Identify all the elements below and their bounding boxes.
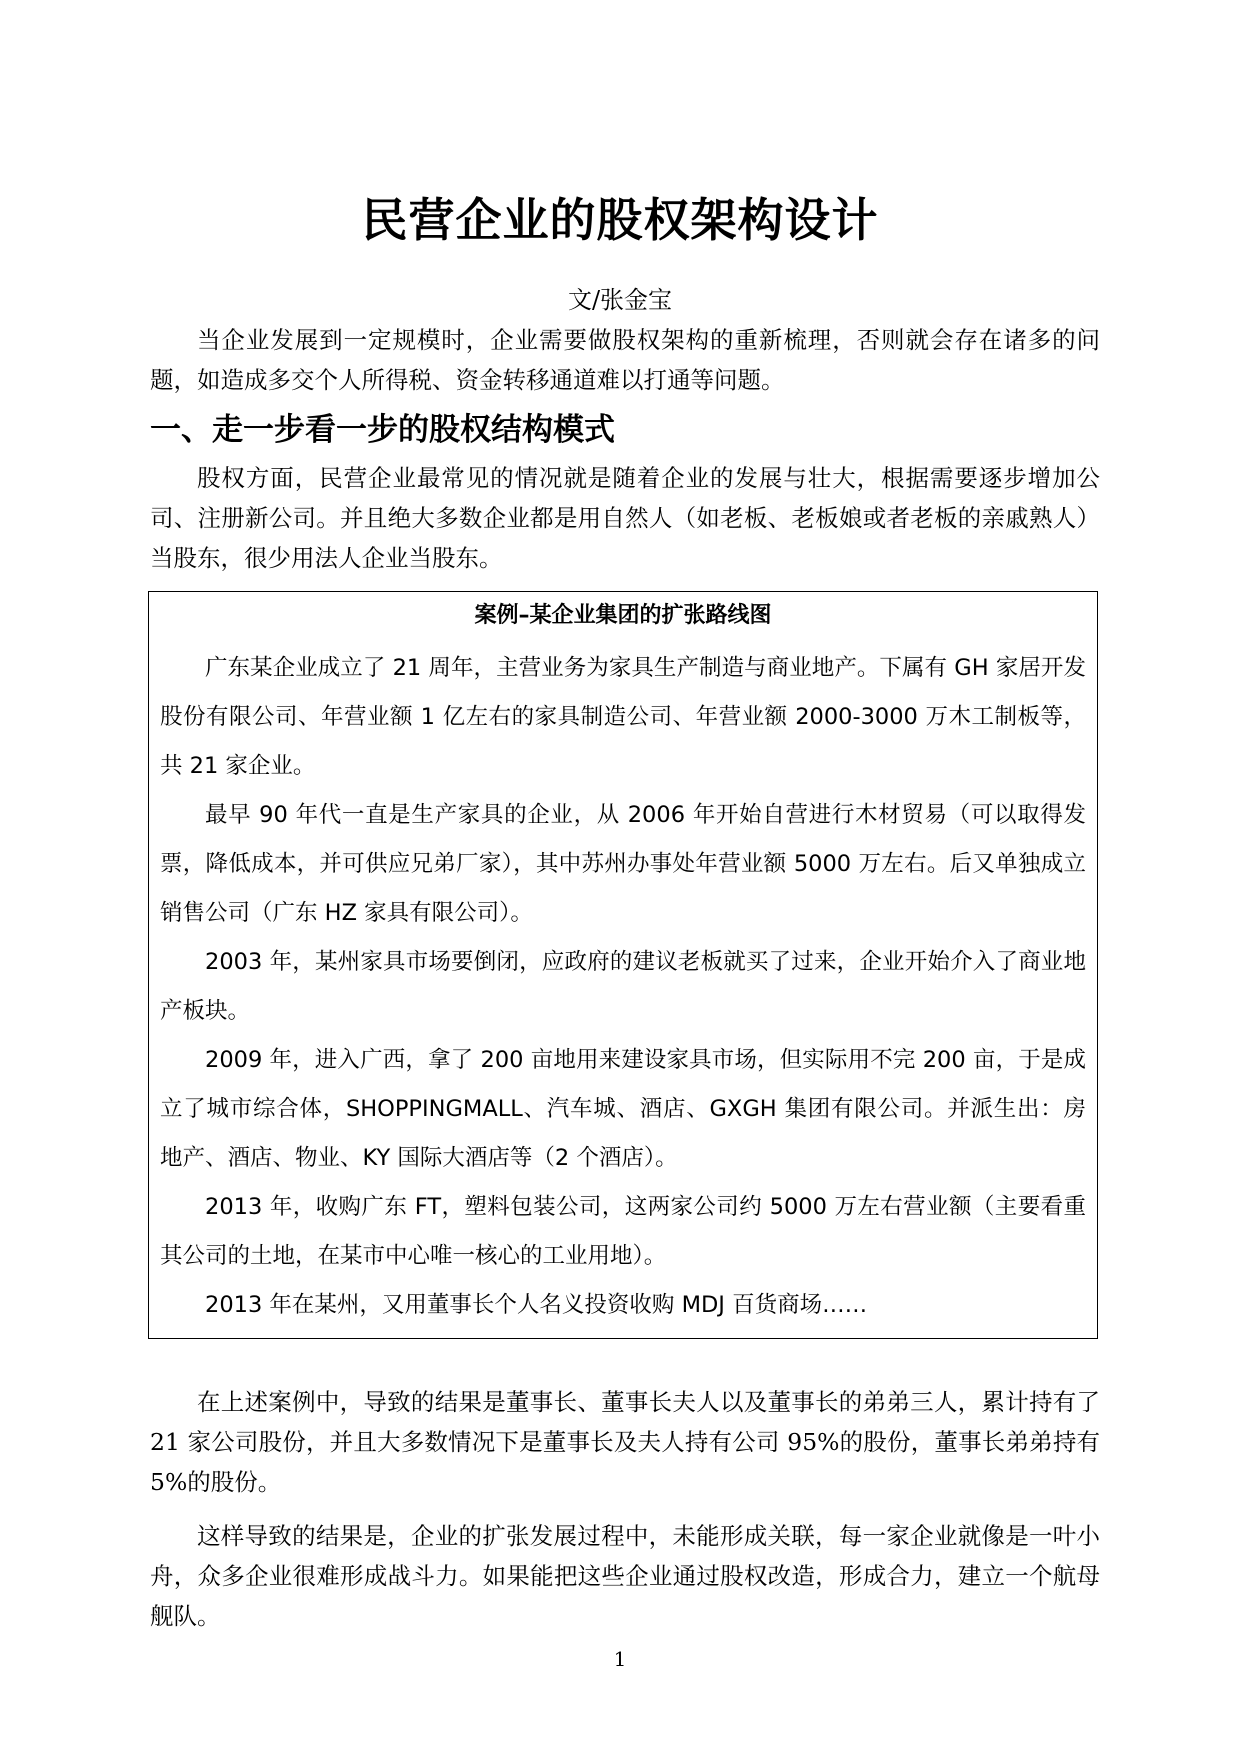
case-paragraph: 广东某企业成立了 21 周年，主营业务为家具生产制造与商业地产。下属有 GH 家居开发股份有限公司、年营业额 1 亿左右的家具制造公司、年营业额 2000-3000 万木工制板等，共 21 家企业。 (160, 655, 1086, 779)
case-study-box (148, 591, 1098, 1339)
case-study-body (160, 644, 1086, 1330)
section-paragraph: 股权方面，民营企业最常见的情况就是随着企业的发展与壮大，根据需要逐步增加公司、注册新公司。并且绝大多数企业都是用自然人（如老板、老板娘或者老板的亲戚熟人）当股东，很少用法人企业当股东。 (150, 464, 1100, 572)
document-title: 民营企业的股权架构设计 (361, 193, 879, 247)
case-paragraph: 最早 90 年代一直是生产家具的企业，从 2006 年开始自营进行木材贸易（可以取得发票，降低成本，并可供应兄弟厂家），其中苏州办事处年营业额 5000 万左右。后又单独成立销售公司（广东 HZ 家具有限公司）。 (160, 802, 1086, 926)
intro-paragraph: 当企业发展到一定规模时，企业需要做股权架构的重新梳理，否则就会存在诸多的问题，如造成多交个人所得税、资金转移通道难以打通等问题。 (150, 326, 1100, 394)
author-byline: 文/张金宝 (567, 286, 673, 314)
result-paragraph: 这样导致的结果是，企业的扩张发展过程中，未能形成关联，每一家企业就像是一叶小舟，众多企业很难形成战斗力。如果能把这些企业通过股权改造，形成合力，建立一个航母舰队。 (150, 1522, 1100, 1630)
case-paragraph: 2013 年，收购广东 FT，塑料包装公司，这两家公司约 5000 万左右营业额（主要看重其公司的土地，在某市中心唯一核心的工业用地）。 (160, 1194, 1086, 1269)
case-paragraph: 2013 年在某州，又用董事长个人名义投资收购 MDJ 百货商场…… (205, 1292, 868, 1318)
result-paragraph: 在上述案例中，导致的结果是董事长、董事长夫人以及董事长的弟弟三人，累计持有了 21 家公司股份，并且大多数情况下是董事长及夫人持有公司 95%的股份，董事长弟弟持有 5%的股份。 (150, 1388, 1100, 1496)
section-heading: 一、走一步看一步的股权结构模式 (150, 412, 615, 448)
page-number: 1 (613, 1647, 627, 1671)
case-paragraph: 2009 年，进入广西，拿了 200 亩地用来建设家具市场，但实际用不完 200 亩，于是成立了城市综合体，SHOPPINGMALL、汽车城、酒店、GXGH 集团有限公司。并派生出：房地产、酒店、物业、KY 国际大酒店等（2 个酒店）。 (160, 1047, 1086, 1171)
case-paragraph: 2003 年，某州家具市场要倒闭，应政府的建议老板就买了过来，企业开始介入了商业地产板块。 (160, 949, 1086, 1024)
case-study-title: 案例–某企业集团的扩张路线图 (474, 603, 772, 628)
